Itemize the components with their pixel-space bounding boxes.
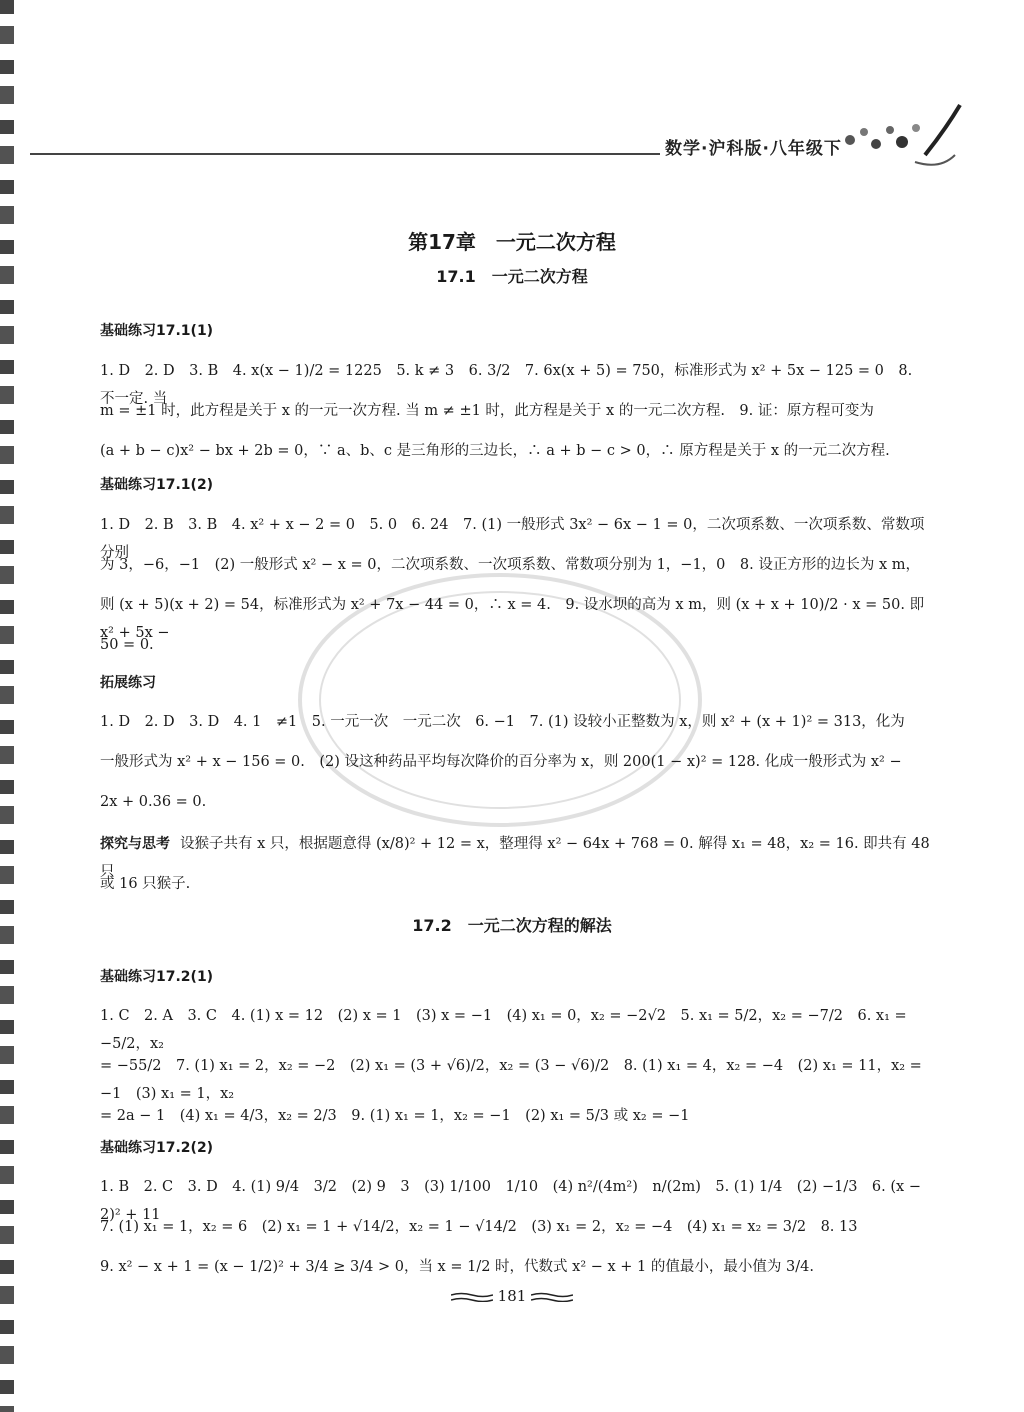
answer-line: 1. D 2. D 3. B 4. x(x − 1)/2 = 1225 5. k ≠ 3 6. 3/2 7. 6x(x + 5) = 750，标准形式为 x² + 5x − 125 = 0 8. 不一定. 当 — [100, 363, 913, 407]
exercise-label-17-1-1: 基础练习17.1(1) — [100, 323, 214, 339]
answer-line: 9. x² − x + 1 = (x − 1/2)² + 3/4 ≥ 3/4 > 0，当 x = 1/2 时，代数式 x² − x + 1 的值最小，最小值为 3/4. — [100, 1259, 814, 1275]
section-title-17-1: 17.1 一元二次方程 — [436, 267, 588, 286]
wave-left-icon — [451, 1292, 493, 1302]
exercise-label-17-2-2: 基础练习17.2(2) — [100, 1140, 214, 1156]
section-title-17-2: 17.2 一元二次方程的解法 — [412, 916, 612, 935]
answer-line: (a + b − c)x² − bx + 2b = 0，∵ a、b、c 是三角形的三边长，∴ a + b − c > 0，∴ 原方程是关于 x 的一元二次方程. — [100, 443, 890, 459]
exercise-label-explore: 探究与思考 — [100, 836, 170, 852]
header-rule — [30, 153, 660, 155]
page-number-wrap — [0, 1287, 1024, 1305]
exercise-label-17-2-1: 基础练习17.2(1) — [100, 969, 214, 985]
flower-decoration-icon — [820, 100, 970, 180]
binding-edge — [0, 0, 14, 1412]
answer-line: m = ±1 时，此方程是关于 x 的一元一次方程. 当 m ≠ ±1 时，此方程是关于 x 的一元二次方程. 9. 证：原方程可变为 — [100, 403, 874, 419]
page-number: 181 — [497, 1287, 527, 1305]
exercise-label-17-1-2: 基础练习17.1(2) — [100, 477, 214, 493]
answer-line: 7. (1) x₁ = 1，x₂ = 6 (2) x₁ = 1 + √14/2，x₂ = 1 − √14/2 (3) x₁ = 2，x₂ = −4 (4) x₁ = x₂ = 3/2 8. 13 — [100, 1219, 858, 1235]
answer-line: 为 3，−6，−1 (2) 一般形式 x² − x = 0，二次项系数、一次项系数、常数项分别为 1，−1，0 8. 设正方形的边长为 x m， — [100, 557, 920, 573]
answer-line: 50 = 0. — [100, 637, 154, 653]
answer-line: = −55/2 7. (1) x₁ = 2，x₂ = −2 (2) x₁ = (3 + √6)/2，x₂ = (3 − √6)/2 8. (1) x₁ = 4，x₂ = −4 (2) x₁ = 11，x₂ = −1 (3) x₁ = 1，x₂ — [100, 1058, 922, 1102]
chapter-title: 第17章 一元二次方程 — [408, 230, 616, 254]
answer-line: 1. B 2. C 3. D 4. (1) 9/4 3/2 (2) 9 3 (3) 1/100 1/10 (4) n²/(4m²) n/(2m) 5. (1) 1/4 (2) −1/3 6. (x − 2)² + 11 — [100, 1179, 921, 1223]
answer-line: 一般形式为 x² + x − 156 = 0. (2) 设这种药品平均每次降价的百分率为 x，则 200(1 − x)² = 128. 化成一般形式为 x² − — [100, 754, 902, 770]
wave-right-icon — [531, 1292, 573, 1302]
answer-line: 则 (x + 5)(x + 2) = 54，标准形式为 x² + 7x − 44 = 0，∴ x = 4. 9. 设水坝的高为 x m，则 (x + x + 10)/2 · x = 50. 即 x² + 5x − — [100, 597, 925, 641]
exercise-label-extension: 拓展练习 — [100, 675, 156, 691]
answer-line: 1. C 2. A 3. C 4. (1) x = 12 (2) x = 1 (3) x = −1 (4) x₁ = 0，x₂ = −2√2 5. x₁ = 5/2，x₂ = −7/2 6. x₁ = −5/2，x₂ — [100, 1008, 907, 1052]
answer-line: = 2a − 1 (4) x₁ = 4/3，x₂ = 2/3 9. (1) x₁ = 1，x₂ = −1 (2) x₁ = 5/3 或 x₂ = −1 — [100, 1108, 690, 1124]
answer-text: 设猴子共有 x 只，根据题意得 (x/8)² + 12 = x，整理得 x² − 64x + 768 = 0. 解得 x₁ = 48，x₂ = 16. 即共有 48 只 — [100, 836, 930, 880]
header-title: 数学·沪科版·八年级下 — [665, 139, 842, 159]
answer-line: 或 16 只猴子. — [100, 876, 191, 892]
answer-line: 2x + 0.36 = 0. — [100, 794, 207, 810]
answer-line: 1. D 2. B 3. B 4. x² + x − 2 = 0 5. 0 6. 24 7. (1) 一般形式 3x² − 6x − 1 = 0，二次项系数、一次项系数、常数项分别 — [100, 517, 925, 561]
answer-line: 1. D 2. D 3. D 4. 1 ≠1 5. 一元一次 一元二次 6. −1 7. (1) 设较小正整数为 x，则 x² + (x + 1)² = 313，化为 — [100, 714, 905, 730]
